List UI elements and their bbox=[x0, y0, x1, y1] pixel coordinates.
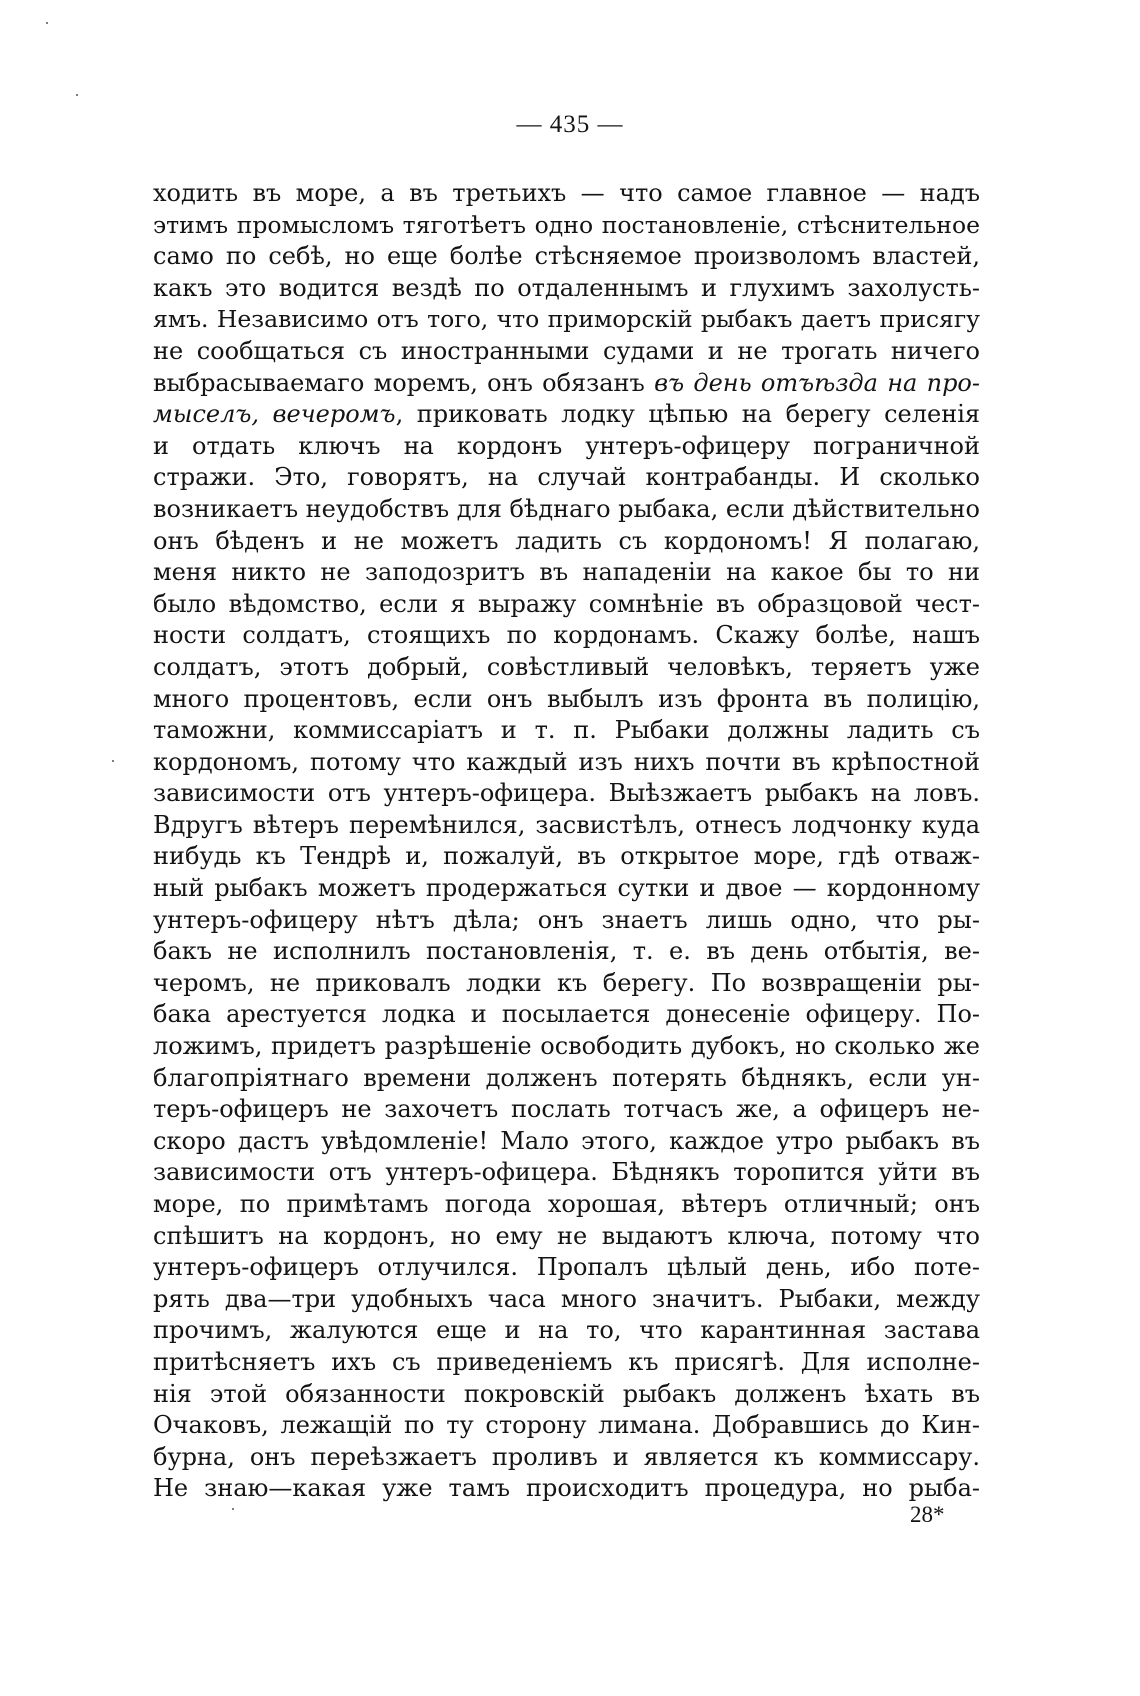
italic-phrase: мыселъ, вечеромъ bbox=[153, 400, 396, 429]
text-line: унтеръ-офицеръ отлучился. Пропалъ цѣлый день, ибо поте- bbox=[153, 1253, 980, 1282]
page-number: — 435 — bbox=[516, 111, 624, 138]
text-line: Не знаю—какая уже тамъ происходитъ процедура, но рыба- bbox=[153, 1474, 980, 1503]
text-line: много процентовъ, если онъ выбылъ изъ фронта въ полицію, bbox=[153, 684, 980, 713]
text-line bbox=[153, 368, 980, 400]
text-line: рять два—три удобныхъ часа много значитъ. Рыбаки, между bbox=[153, 1284, 980, 1313]
text-line: и отдать ключъ на кордонъ унтеръ-офицеру пограничной bbox=[153, 431, 980, 460]
text-line: нибудь къ Тендрѣ и, пожалуй, въ открытое море, гдѣ отваж- bbox=[153, 842, 980, 871]
text-segment: выбрасываемаго моремъ, онъ обязанъ bbox=[153, 368, 655, 397]
text-line: этимъ промысломъ тяготѣетъ одно постановленіе, стѣснительное bbox=[153, 210, 980, 239]
text-line: ходить въ море, а въ третьихъ — что самое главное — надъ bbox=[153, 179, 980, 207]
text-line: Вдругъ вѣтеръ перемѣнился, засвистѣлъ, отнесъ лодчонку куда bbox=[153, 810, 980, 839]
text-line: скоро дастъ увѣдомленіе! Мало этого, каждое утро рыбакъ въ bbox=[153, 1126, 980, 1155]
text-line: притѣсняетъ ихъ съ приведеніемъ къ присягѣ. Для исполне- bbox=[153, 1347, 980, 1376]
text-line: Очаковъ, лежащій по ту сторону лимана. Добравшись до Кин- bbox=[153, 1411, 980, 1440]
text-line: бакъ не исполнилъ постановленія, т. е. въ день отбытія, ве- bbox=[153, 937, 980, 966]
italic-phrase: въ день отъѣзда на про- bbox=[654, 368, 980, 397]
text-line: меня никто не заподозритъ въ нападеніи на какое бы то ни bbox=[153, 558, 980, 587]
text-line: прочимъ, жалуются еще и на то, что карантинная застава bbox=[153, 1316, 980, 1345]
text-line: солдатъ, этотъ добрый, совѣстливый человѣкъ, теряетъ уже bbox=[153, 652, 980, 681]
text-line: теръ-офицеръ не захочетъ послать тотчасъ же, а офицеръ не- bbox=[153, 1095, 980, 1124]
text-line: стражи. Это, говорятъ, на случай контрабанды. И сколько bbox=[153, 463, 980, 492]
text-line: возникаетъ неудобствъ для бѣднаго рыбака, если дѣйствительно bbox=[153, 494, 980, 523]
text-line: ности солдатъ, стоящихъ по кордонамъ. Скажу болѣе, нашъ bbox=[153, 621, 980, 650]
text-segment: , приковать лодку цѣпью на берегу селенія bbox=[395, 400, 981, 429]
text-line: зависимости отъ унтеръ-офицера. Выѣзжаетъ рыбакъ на ловъ. bbox=[153, 779, 980, 808]
scan-speck bbox=[76, 94, 78, 96]
signature-mark: 28* bbox=[910, 1502, 945, 1527]
text-line: нія этой обязанности покровскій рыбакъ долженъ ѣхать въ bbox=[153, 1379, 980, 1408]
text-line: море, по примѣтамъ погода хорошая, вѣтеръ отличный; онъ bbox=[153, 1190, 980, 1218]
text-line: кордономъ, потому что каждый изъ нихъ почти въ крѣпостной bbox=[153, 747, 980, 776]
text-line: благопріятнаго времени долженъ потерять бѣднякъ, если ун- bbox=[153, 1063, 980, 1092]
text-line: онъ бѣденъ и не можетъ ладить съ кордономъ! Я полагаю, bbox=[153, 526, 980, 555]
scan-speck bbox=[46, 22, 48, 24]
text-line: какъ это водится вездѣ по отдаленнымъ и глухимъ захолусть- bbox=[153, 273, 980, 302]
scan-speck bbox=[112, 760, 114, 762]
text-line: таможни, коммиссаріатъ и т. п. Рыбаки должны ладить съ bbox=[153, 716, 980, 745]
text-line: бака арестуется лодка и посылается донесеніе офицеру. По- bbox=[153, 1000, 980, 1029]
text-line: зависимости отъ унтеръ-офицера. Бѣднякъ торопится уйти въ bbox=[153, 1158, 980, 1187]
text-line: ямъ. Независимо отъ того, что приморскій рыбакъ даетъ присягу bbox=[153, 305, 980, 334]
text-line: было вѣдомство, если я выражу сомнѣніе въ образцовой чест- bbox=[153, 589, 980, 618]
text-line: спѣшитъ на кордонъ, но ему не выдаютъ ключа, потому что bbox=[153, 1221, 980, 1250]
text-line bbox=[153, 399, 980, 431]
text-line: само по себѣ, но еще болѣе стѣсняемое произволомъ властей, bbox=[153, 242, 980, 271]
body-text bbox=[153, 178, 980, 1505]
text-line: ный рыбакъ можетъ продержаться сутки и двое — кордонному bbox=[153, 874, 980, 903]
text-line: не сообщаться съ иностранными судами и не трогать ничего bbox=[153, 336, 980, 365]
text-line: унтеръ-офицеру нѣтъ дѣла; онъ знаетъ лишь одно, что ры- bbox=[153, 905, 980, 934]
scan-speck bbox=[232, 1508, 234, 1510]
text-line: бурна, онъ переѣзжаетъ проливъ и является къ коммиссару. bbox=[153, 1442, 980, 1471]
text-line: черомъ, не приковалъ лодки къ берегу. По возвращеніи ры- bbox=[153, 968, 980, 997]
text-line: ложимъ, придетъ разрѣшеніе освободить дубокъ, но сколько же bbox=[153, 1032, 980, 1061]
